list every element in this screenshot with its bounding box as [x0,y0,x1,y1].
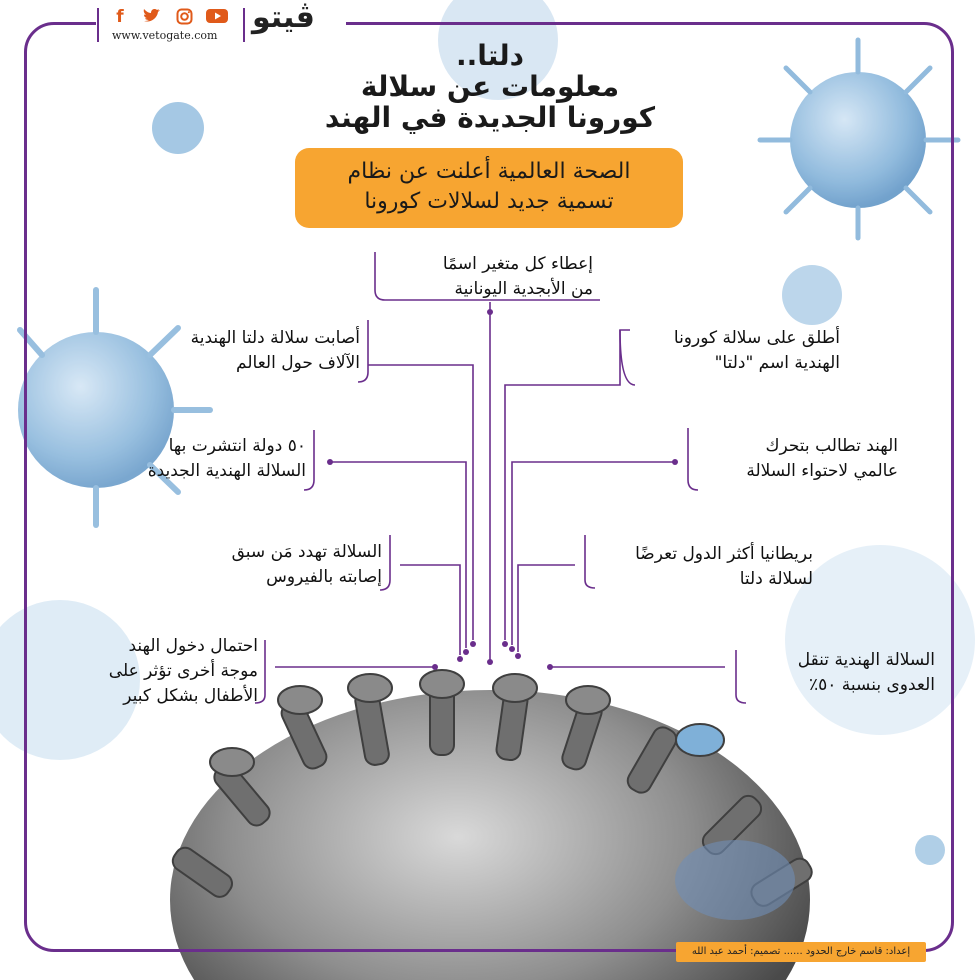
fact-line: بريطانيا أكثر الدول تعرضًا [635,544,813,564]
site-url[interactable]: www.vetogate.com [112,29,218,42]
credits-bar: إعداد: قاسم خارج الحدود ...... تصميم: أحمد عبد الله [676,942,926,962]
fact-line: السلالة تهدد مَن سبق [231,542,382,562]
facebook-icon[interactable]: f [116,7,124,27]
title-line: معلومات عن سلالة [360,70,620,103]
headline-banner [295,148,683,228]
instagram-icon[interactable] [174,8,194,26]
youtube-icon[interactable] [206,8,226,26]
banner-line: تسمية جديد لسلالات كورونا [364,189,614,214]
fact-line: إصابته بالفيروس [266,567,382,587]
title-line: كورونا الجديدة في الهند [324,101,656,134]
fact-india-demands [686,430,908,488]
title-line: دلتا.. [455,39,525,72]
fact-britain [583,538,823,596]
fact-reinfection [170,536,392,594]
fact-greek-alphabet [375,248,603,306]
fact-delta-name [620,322,850,380]
header-divider [97,8,99,42]
fact-line: الهندية اسم "دلتا" [714,353,840,373]
fact-line: إعطاء كل متغير اسمًا [442,254,593,274]
fact-children-wave [50,630,268,713]
fact-line: أطلق على سلالة كورونا [673,328,840,348]
twitter-icon[interactable] [142,8,162,26]
fact-line: السلالة الهندية الجديدة [147,461,306,481]
fact-50-countries [70,430,316,488]
fact-line: لسلالة دلتا [739,569,813,589]
fact-transmission-rate [735,644,945,702]
fact-line: الآلاف حول العالم [236,353,360,373]
banner-line: الصحة العالمية أعلنت عن نظام [347,159,631,184]
fact-line: السلالة الهندية تنقل [797,650,935,670]
fact-line: عالمي لاحتواء السلالة [746,461,898,481]
fact-line: موجة أخرى تؤثر على [108,661,258,681]
header-divider [243,8,245,42]
fact-line: ٥٠ دولة انتشرت بها [168,436,306,456]
fact-line: العدوى بنسبة ٥٠٪ [808,675,935,695]
fact-line: الهند تطالب بتحرك [765,436,898,456]
fact-line: احتمال دخول الهند [128,636,258,656]
fact-line: أصابت سلالة دلتا الهندية [190,328,360,348]
fact-line: من الأبجدية اليونانية [454,279,593,299]
page-title [250,40,730,133]
fact-line: الأطفال بشكل كبير [123,686,258,706]
fact-thousands-infected [120,322,370,380]
social-links [110,8,226,26]
brand-logo[interactable]: ڤيتو [252,0,315,35]
